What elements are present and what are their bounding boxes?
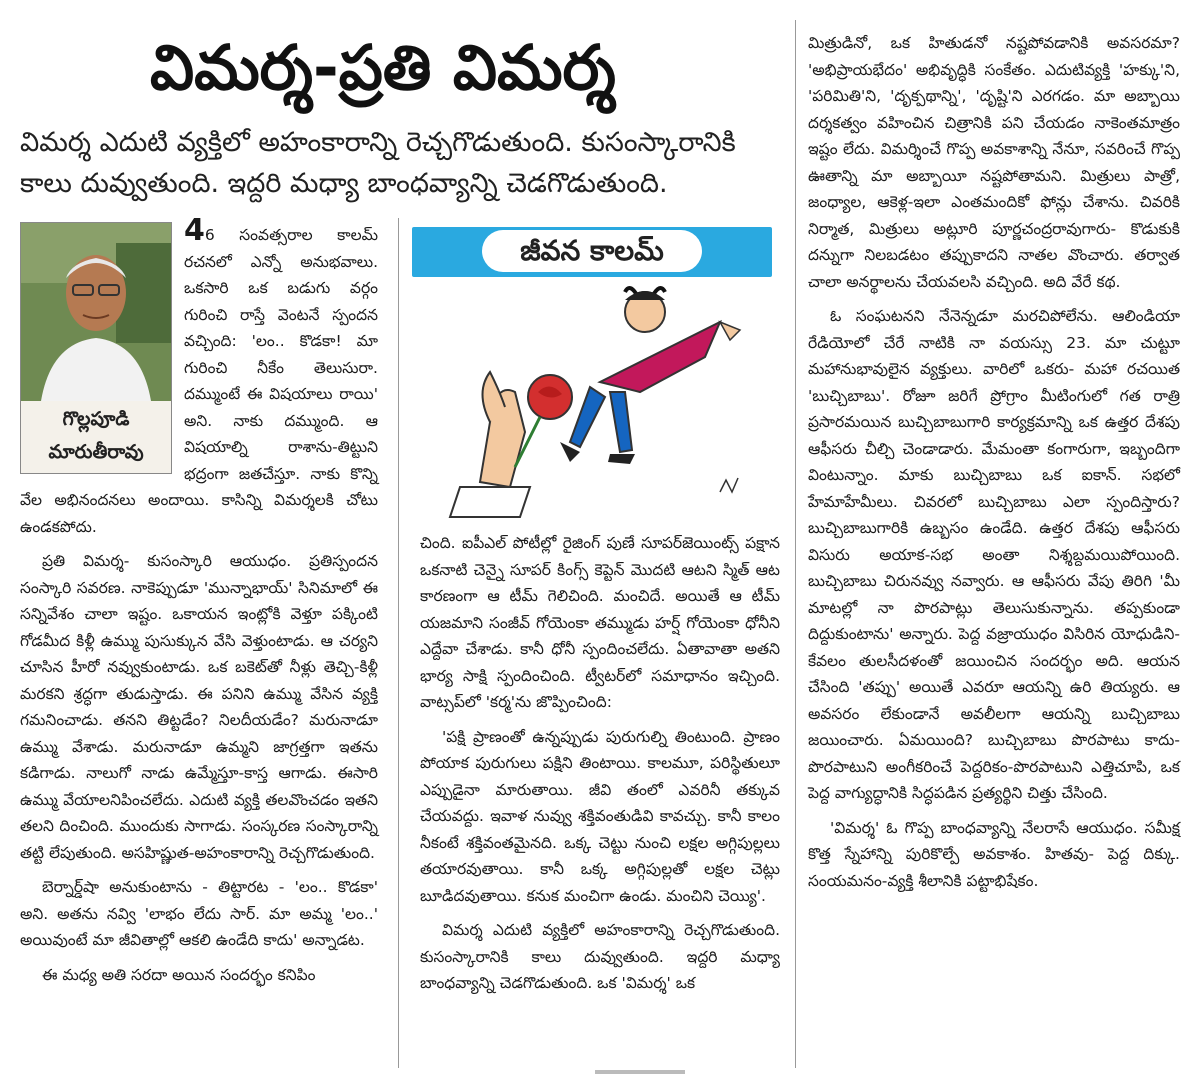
column-2 bbox=[420, 530, 780, 1005]
col1-paragraph-2: ప్రతి విమర్శ- కుసంస్కారి ఆయుధం. ప్రతిస్పందన సంస్కారి సవరణ. నాకెప్పుడూ 'మున్నాభాయ్' సినిమాలో ఈ సన్నివేశం చాలా ఇష్టం. ఒకాయన ఇంట్లోకి వెళ్తూ పక్కింటి గోడమీద కిళ్లీ ఉమ్ము పుసుక్కున వేసి వెళ్తుంటాడు. ఆ చర్యని చూసిన హీరో నవ్వుకుంటాడు. ఒక బకెట్‌తో నీళ్లు తెచ్చి-కిళ్లీ మరకని శ్రద్ధగా తుడుస్తాడు. ఈ పనిని ఉమ్ము వేసిన వ్యక్తి గమనించాడు. తనని తిట్టడేం? నిలదీయడేం? మరునాడూ ఉమ్ము వేశాడు. మరునాడూ ఉమ్మని జాగ్రత్తగా ఇతను కడిగాడు. నాలుగో నాడు ఉమ్మేస్తూ-కాస్త ఆగాడు. ఈసారి ఉమ్ము వేయాలనిపించలేదు. ఎదుటి వ్యక్తి తలవొంచడం ఇతని తలని దించింది. ముందుకు సాగాడు. సంస్కరణ సంస్కారాన్ని తట్టి లేపుతుంది. అసహిష్ణుత-అహంకారాన్ని రెచ్చగొడుతుంది. bbox=[20, 552, 378, 862]
deck: విమర్శ ఎదుటి వ్యక్తిలో అహంకారాన్ని రెచ్చగొడుతుంది. కుసంస్కారానికి కాలు దువ్వుతుంది. ఇద్దరి మధ్యా బాంధవ్యాన్ని చెడగొడుతుంది. bbox=[20, 127, 736, 199]
column-title: జీవన కాలమ్ bbox=[482, 230, 702, 272]
cartoon-illustration bbox=[420, 282, 780, 522]
drop-cap: 4 bbox=[184, 213, 205, 248]
author-portrait bbox=[21, 223, 171, 401]
col3-paragraph-3: 'విమర్శ' ఓ గొప్ప బాంధవ్యాన్ని నేలరాసే ఆయుధం. సమీక్ష కొత్త స్నేహాన్ని పురికొల్పే అవకాశం. హితవు- పెద్ద దిక్కు. సంయమనం-వ్యక్తి శీలానికి పట్టాభిషేకం. bbox=[808, 818, 1180, 890]
author-name-line1: గొల్లపూడి bbox=[62, 408, 130, 430]
col3-paragraph-1: మిత్రుడినో, ఒక హితుడనో నష్టపోవడానికి అవసరమా? 'అభిప్రాయభేదం' అభివృద్ధికి సంకేతం. ఎదుటివ్యక్తి 'హక్కు'ని, 'పరిమితి'ని, 'దృక్పథాన్ని', 'దృష్టి'ని ఎరగడం. మా అబ్బాయి దర్శకత్వం వహించిన చిత్రానికి పని చేయడం నాకెంతమాత్రం ఇష్టం లేదు. విమర్శించే గొప్ప అవకాశాన్ని నేనూ, సవరించే గొప్ప ఊతాన్ని మా అబ్బాయీ నష్టపోతామని. మిత్రులు పాత్రో, జంధ్యాల, ఆకెళ్ల-ఇలా ఎంతమందికో ఫోన్లు చేశాను. చివరికి నిర్మాత, మిత్రులు అట్లూరి పూర్ణచంద్రరావుగారు- కొడుకుకి దన్నుగా నిలబడటం తప్పుకాదని నాతల వొంచారు. తర్వాత చాలా అనర్థాలను చేయవలసి వచ్చింది. అది వేరే కథ. bbox=[808, 34, 1180, 291]
col3-paragraph-2: ఓ సంఘటనని నేనెన్నడూ మరచిపోలేను. ఆలిండియా రేడియోలో చేరే నాటికి నా వయస్సు 23. మా చుట్టూ మహానుభావులైన వ్యక్తులు. వారిలో ఒకరు- మహా రచయిత 'బుచ్చిబాబు'. రోజూ జరిగే ప్రోగ్రాం మీటింగులో గత రాత్రి ప్రసారమయిన బుచ్చిబాబుగారి కార్యక్రమాన్ని ఒక ఉత్తర దేశపు ఆఫీసరు చీల్చి చెండాడారు. మేమంతా కంగారుగా, ఇబ్బందిగా వింటున్నాం. మాకు బుచ్చిబాబు ఒక ఐకాన్. సభలో హేమాహేమీలు. చివరలో బుచ్చిబాబు ఎలా స్పందిస్తారు? బుచ్చిబాబుగారికి ఉబ్బసం ఉండేది. ఉత్తర దేశపు ఆఫీసరు విసురు అయాక-సభ అంతా నిశ్శబ్దమయిపోయింది. బుచ్చిబాబు చిరునవ్వు నవ్వారు. ఆ ఆఫీసరు వేపు తిరిగి 'మీ మాటల్లో నా పొరపాట్లు తెలుసుకున్నాను. తప్పకుండా దిద్దుకుంటాను' అన్నారు. పెద్ద వజ్రాయుధం విసిరిన యోధుడిని-కేవలం తులసీదళంతో జయించిన సందర్భం అది. ఆయన చేసింది 'తప్పు' అయితే ఎవరూ ఆయన్ని ఉరి తియ్యరు. ఆ అవసరం లేకుండానే అవలీలగా ఆయన్ని బుచ్చిబాబు జయించారు. ఏమయింది? బుచ్చిబాబు పొరపాటు కాదు-పొరపాటుని అంగీకరించే పెద్దరికం-పొరపాటుని ఎత్తిచూపి, ఒక పెద్ద వాగ్యుద్ధానికి సిద్ధపడిన ప్రత్యర్థిని చిత్తు చేసింది. bbox=[808, 307, 1180, 802]
footer-smudge bbox=[595, 1062, 685, 1072]
column-rule-1 bbox=[398, 218, 399, 1068]
headline: విమర్శ-ప్రతి విమర్శ bbox=[150, 31, 616, 104]
col1-paragraph-1-text: 6 సంవత్సరాల కాలమ్ రచనలో ఎన్నో అనుభవాలు. ఒకసారి ఒక బడుగు వర్గం గురించి రాస్తే వెంటనే స్పందన వచ్చింది: 'లం.. కొడకా! మా గురించి నీకేం తెలుసురా. దమ్ముంటే ఈ విషయాలు రాయి' అని. నాకు దమ్ముంది. ఆ విషయాల్ని రాశాను-తిట్టుని భద్రంగా జతచేస్తూ. నాకు కొన్ని వేల అభినందనలు అందాయి. కాసిన్ని విమర్శలకి చోటు ఉండకపోదు. bbox=[20, 226, 378, 536]
col2-quote: 'పక్షి ప్రాణంతో ఉన్నప్పుడు పురుగుల్ని తింటుంది. ప్రాణం పోయాక పురుగులు పక్షిని తింటాయి. కాలమూ, పరిస్థితులూ ఎప్పుడైనా మారుతాయి. జీవి తంలో ఎవరినీ తక్కువ చేయవద్దు. ఇవాళ నువ్వు శక్తివంతుడివి కావచ్చు. కానీ కాలం నీకంటే శక్తివంతమైనది. ఒక్క చెట్టు నుంచి లక్షల అగ్గిపుల్లలు తయారవుతాయి. కానీ ఒక్క అగ్గిపుల్లతో లక్షల చెట్లు బూడిదవుతాయి. కనుక మంచిగా ఉండు. మంచిని చెయ్యి'. bbox=[420, 727, 780, 905]
column-title-banner bbox=[412, 227, 772, 277]
col2-paragraph-1: చింది. ఐపీఎల్ పోటీల్లో రైజింగ్ పుణే సూపర్‌జెయింట్స్ పక్షాన ఒకనాటి చెన్నై సూపర్ కింగ్స్ కెప్టెన్ మొదటి ఆటని స్మిత్ ఆట కారణంగా ఆ టీమ్ గెలిచింది. మంచిదే. అయితే ఆ టీమ్ యజమాని సంజీవ్ గోయెంకా తమ్ముడు హర్ష్ గోయెంకా ధోనీని ఎద్దేవా చేశాడు. కానీ ధోనీ స్పందించలేదు. ఏతావాతా అతని భార్య సాక్షి స్పందించింది. ట్వీటర్‌లో సమాధానం ఇచ్చింది. వాట్సప్‌లో 'కర్మ'ను జొప్పించింది: bbox=[420, 534, 780, 711]
col2-paragraph-2: విమర్శ ఎదుటి వ్యక్తిలో అహంకారాన్ని రెచ్చగొడుతుంది. కుసంస్కారానికి కాలు దువ్వుతుంది. ఇద్దరి మధ్యా బాంధవ్యాన్ని చెడగొడుతుంది. ఒక 'విమర్శ' ఒక bbox=[420, 921, 780, 992]
col1-paragraph-3: బెర్నార్డ్‌షా అనుకుంటాను - తిట్టారట - 'లం.. కొడకా' అని. అతను నవ్వి 'లాభం లేదు సార్. మా అమ్మ 'లం..' అయివుంటే మా జీవితాల్లో ఆకలి ఉండేది కాదు' అన్నాడట. bbox=[20, 878, 378, 949]
column-3 bbox=[808, 30, 1180, 902]
column-rule-2 bbox=[795, 20, 796, 1068]
column-1 bbox=[20, 213, 378, 996]
author-name-line2: మారుతీరావు bbox=[48, 441, 144, 463]
col1-paragraph-4: ఈ మధ్య అతి సరదా అయిన సందర్భం కనిపిం bbox=[42, 965, 316, 984]
author-photo bbox=[20, 222, 172, 474]
author-name bbox=[21, 403, 171, 469]
